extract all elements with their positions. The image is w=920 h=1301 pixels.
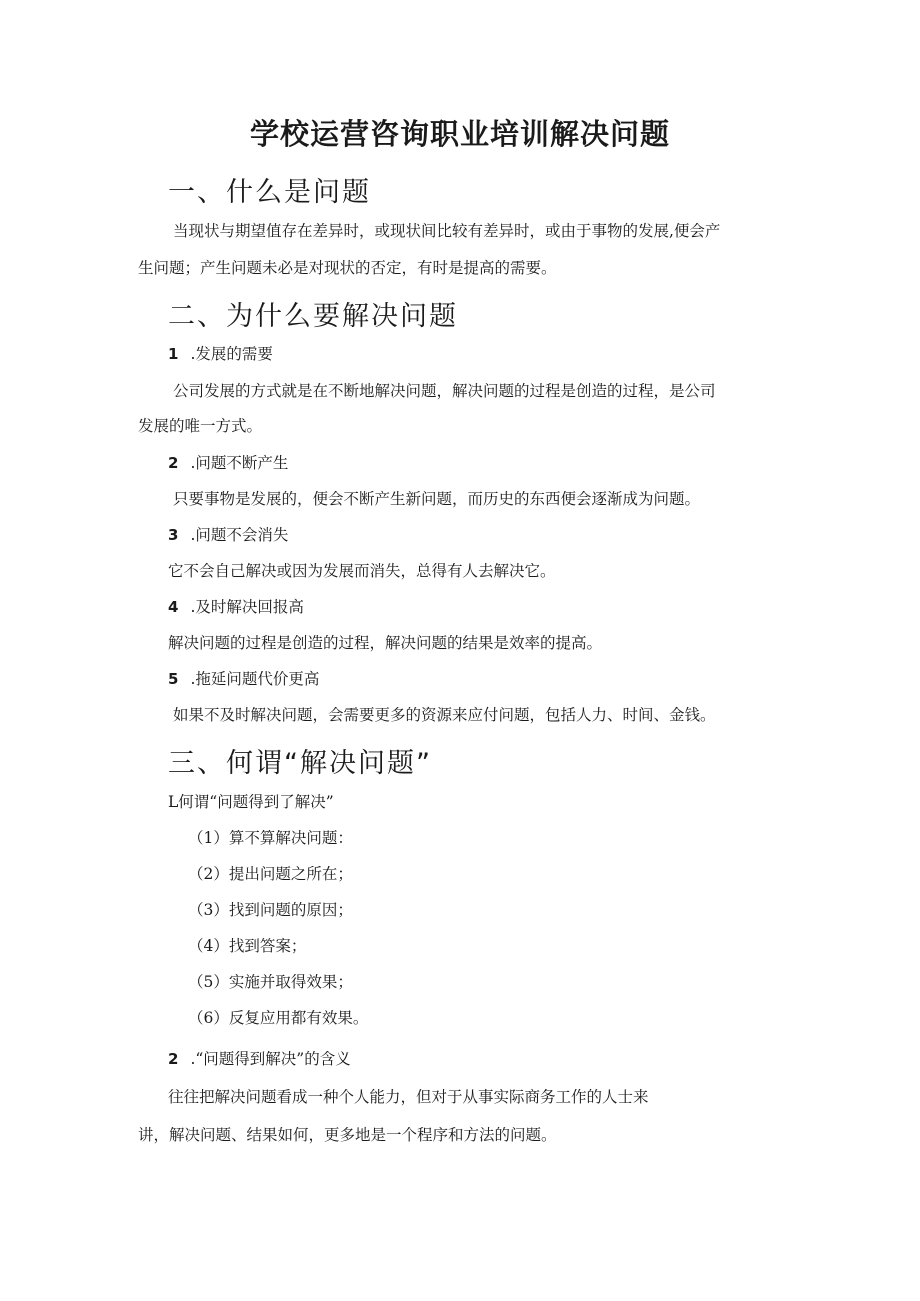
item-number: 3: [168, 526, 179, 544]
list-item: （1）算不算解决问题：: [188, 829, 353, 847]
paragraph-line: 发展的唯一方式。: [138, 417, 263, 435]
paragraph-line: 讲，解决问题、结果如何，更多地是一个程序和方法的问题。: [138, 1126, 557, 1144]
paragraph-line: 往往把解决问题看成一种个人能力，但对于从事实际商务工作的人士来: [168, 1088, 649, 1106]
paragraph-line: 只要事物是发展的，便会不断产生新问题，而历史的东西便会逐渐成为问题。: [173, 490, 701, 508]
item-number: 5: [168, 670, 179, 688]
numbered-item-heading: [168, 667, 319, 689]
list-item: （5）实施并取得效果；: [188, 973, 353, 991]
item-label: .及时解决回报高: [190, 598, 304, 616]
list-item: （3）找到问题的原因；: [188, 901, 353, 919]
item-number: 4: [168, 598, 179, 616]
numbered-item-heading: [168, 342, 273, 364]
section-heading-1: 一、什么是问题: [168, 177, 371, 208]
section-heading-3: 三、何谓“解决问题”: [168, 748, 432, 779]
item-number: 2: [168, 454, 179, 472]
paragraph-line: 它不会自己解决或因为发展而消失，总得有人去解决它。: [168, 562, 556, 580]
item-label: .“问题得到解决”的含义: [190, 1050, 351, 1068]
item-number: 2: [168, 1050, 179, 1068]
paragraph-line: 公司发展的方式就是在不断地解决问题，解决问题的过程是创造的过程，是公司: [173, 382, 716, 400]
section-heading-2: 二、为什么要解决问题: [168, 301, 458, 332]
item-label: .拖延问题代价更高: [190, 670, 320, 688]
paragraph-line: 生问题；产生问题未必是对现状的否定，有时是提高的需要。: [138, 259, 557, 277]
paragraph-line: 当现状与期望值存在差异时，或现状间比较有差异时，或由于事物的发展,便会产: [173, 222, 721, 240]
item-label: .问题不断产生: [190, 454, 289, 472]
numbered-item-heading: [168, 595, 304, 617]
list-item: （6）反复应用都有效果。: [188, 1009, 369, 1027]
paragraph-line: 解决问题的过程是创造的过程，解决问题的结果是效率的提高。: [168, 634, 603, 652]
paragraph-line: 如果不及时解决问题，会需要更多的资源来应付问题，包括人力、时间、金钱。: [173, 706, 716, 724]
numbered-item-heading: [168, 1047, 351, 1069]
list-item: （2）提出问题之所在；: [188, 865, 353, 883]
list-item: （4）找到答案；: [188, 937, 307, 955]
subsection-heading: L何谓“问题得到了解决”: [168, 793, 334, 811]
document-title: 学校运营咨询职业培训解决问题: [249, 117, 670, 151]
numbered-item-heading: [168, 451, 288, 473]
item-label: .发展的需要: [190, 345, 273, 363]
numbered-item-heading: [168, 523, 288, 545]
item-label: .问题不会消失: [190, 526, 289, 544]
item-number: 1: [168, 345, 179, 363]
